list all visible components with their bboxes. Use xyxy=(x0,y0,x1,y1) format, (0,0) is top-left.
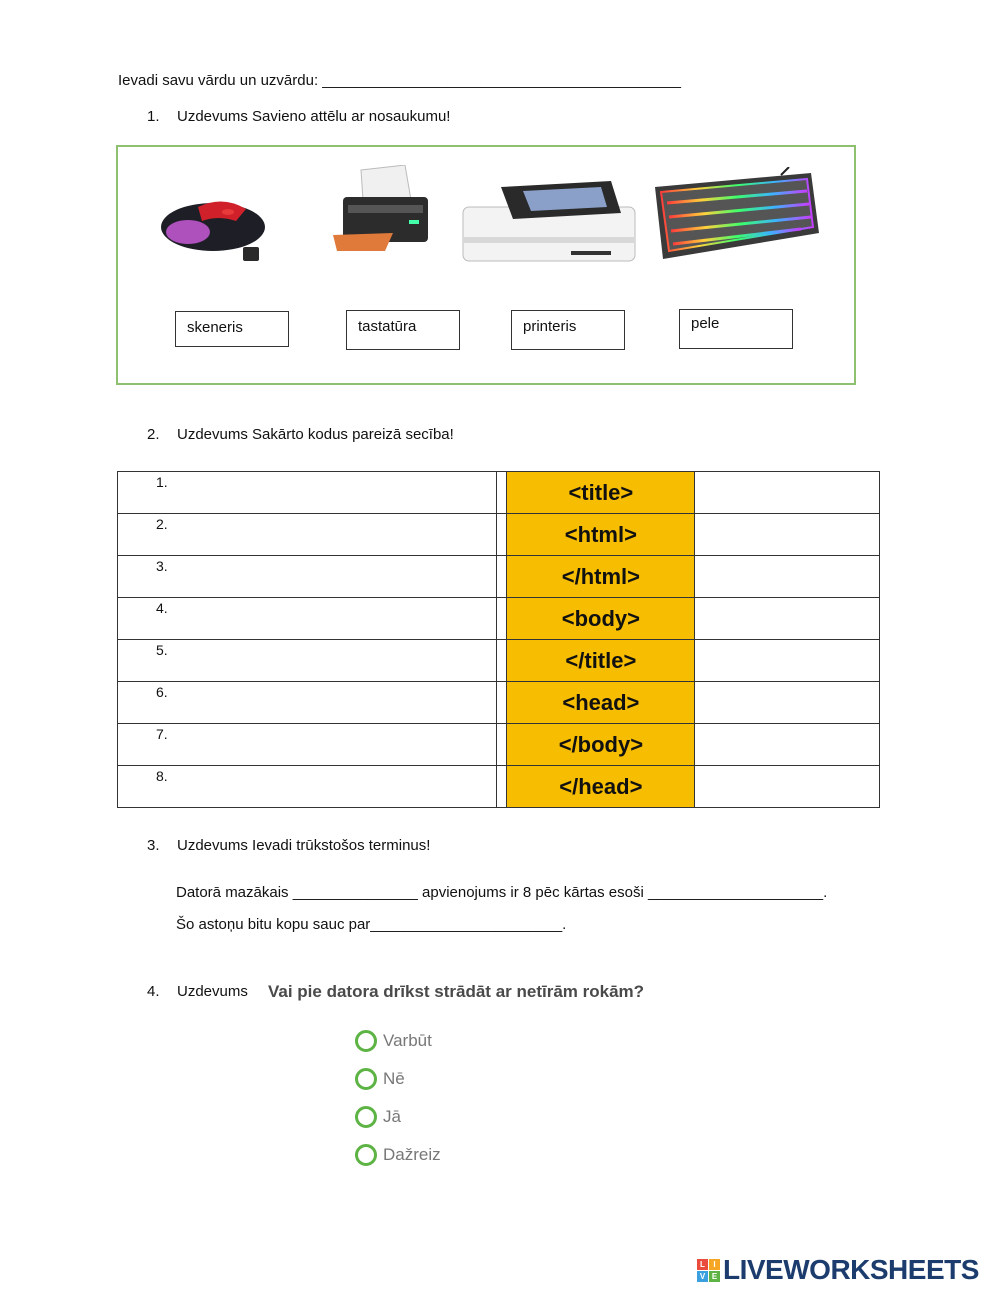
row-blank-cell xyxy=(695,682,880,724)
code-order-table xyxy=(117,471,880,808)
logo-letter: L xyxy=(697,1259,708,1270)
scanner-image xyxy=(461,177,636,265)
row-number[interactable]: 6. xyxy=(118,682,497,724)
task-title: Uzdevums Sakārto kodus pareizā secība! xyxy=(177,426,454,443)
code-tag-tile[interactable]: <html> xyxy=(507,514,695,556)
code-row xyxy=(118,514,880,556)
row-separator xyxy=(497,682,507,724)
code-tag-tile[interactable]: </head> xyxy=(507,766,695,808)
task-2-heading xyxy=(147,426,454,443)
code-row xyxy=(118,640,880,682)
code-tag-tile[interactable]: <body> xyxy=(507,598,695,640)
question-text: Vai pie datora drīkst strādāt ar netīrām rokām? xyxy=(268,982,645,1001)
row-separator xyxy=(497,556,507,598)
option-dazreiz[interactable] xyxy=(355,1144,441,1166)
matching-image-panel xyxy=(116,145,856,385)
row-number[interactable]: 1. xyxy=(118,472,497,514)
row-number[interactable]: 8. xyxy=(118,766,497,808)
label-skeneris[interactable]: skeneris xyxy=(175,311,289,347)
label-printeris[interactable]: printeris xyxy=(511,310,625,350)
task-title: Uzdevums xyxy=(177,983,248,1000)
logo-letter: E xyxy=(709,1271,720,1282)
option-ne[interactable] xyxy=(355,1068,405,1090)
code-tag-tile[interactable]: <head> xyxy=(507,682,695,724)
code-row xyxy=(118,682,880,724)
row-number[interactable]: 2. xyxy=(118,514,497,556)
logo-letter: I xyxy=(709,1259,720,1270)
code-row xyxy=(118,724,880,766)
option-ja[interactable] xyxy=(355,1106,401,1128)
row-blank-cell xyxy=(695,598,880,640)
radio-icon[interactable] xyxy=(355,1030,377,1052)
task-title: Uzdevums Savieno attēlu ar nosaukumu! xyxy=(177,108,451,125)
row-blank-cell xyxy=(695,724,880,766)
row-number[interactable]: 7. xyxy=(118,724,497,766)
label-pele[interactable]: pele xyxy=(679,309,793,349)
logo-text: LIVEWORKSHEETS xyxy=(723,1254,979,1285)
label-tastatura[interactable]: tastatūra xyxy=(346,310,460,350)
code-row xyxy=(118,472,880,514)
code-tag-tile[interactable]: <title> xyxy=(507,472,695,514)
fill-in-line-1[interactable]: Datorā mazākais _______________ apvienojums ir 8 pēc kārtas esoši _____________________. xyxy=(176,884,828,901)
task-4-heading xyxy=(147,983,248,1000)
radio-icon[interactable] xyxy=(355,1068,377,1090)
radio-icon[interactable] xyxy=(355,1106,377,1128)
name-prompt[interactable]: Ievadi savu vārdu un uzvārdu: ___________________________________________ xyxy=(118,72,682,89)
option-label: Varbūt xyxy=(383,1031,432,1050)
task-number: 1. xyxy=(147,108,160,125)
task-number: 2. xyxy=(147,426,160,443)
liveworksheets-logo xyxy=(697,1254,979,1286)
task-number: 4. xyxy=(147,983,160,1000)
row-blank-cell xyxy=(695,556,880,598)
row-blank-cell xyxy=(695,766,880,808)
mouse-image xyxy=(158,187,273,267)
code-row xyxy=(118,766,880,808)
radio-icon[interactable] xyxy=(355,1144,377,1166)
code-row xyxy=(118,598,880,640)
row-separator xyxy=(497,598,507,640)
fill-in-line-2[interactable]: Šo astoņu bitu kopu sauc par_______________________. xyxy=(176,916,567,933)
row-blank-cell xyxy=(695,514,880,556)
row-separator xyxy=(497,472,507,514)
printer-image xyxy=(333,165,433,255)
row-separator xyxy=(497,514,507,556)
logo-mark-icon xyxy=(697,1259,720,1282)
row-number[interactable]: 3. xyxy=(118,556,497,598)
option-label: Jā xyxy=(383,1107,401,1126)
row-separator xyxy=(497,724,507,766)
option-label: Dažreiz xyxy=(383,1145,441,1164)
code-tag-tile[interactable]: </html> xyxy=(507,556,695,598)
task-number: 3. xyxy=(147,837,160,854)
code-tag-tile[interactable]: </title> xyxy=(507,640,695,682)
row-number[interactable]: 5. xyxy=(118,640,497,682)
row-blank-cell xyxy=(695,472,880,514)
row-blank-cell xyxy=(695,640,880,682)
task-title: Uzdevums Ievadi trūkstošos terminus! xyxy=(177,837,431,854)
task-3-heading xyxy=(147,837,430,854)
logo-letter: V xyxy=(697,1271,708,1282)
row-separator xyxy=(497,640,507,682)
keyboard-image xyxy=(651,167,821,262)
code-row xyxy=(118,556,880,598)
option-varbut[interactable] xyxy=(355,1030,432,1052)
task-1-heading xyxy=(147,108,450,125)
row-separator xyxy=(497,766,507,808)
row-number[interactable]: 4. xyxy=(118,598,497,640)
option-label: Nē xyxy=(383,1069,405,1088)
code-tag-tile[interactable]: </body> xyxy=(507,724,695,766)
